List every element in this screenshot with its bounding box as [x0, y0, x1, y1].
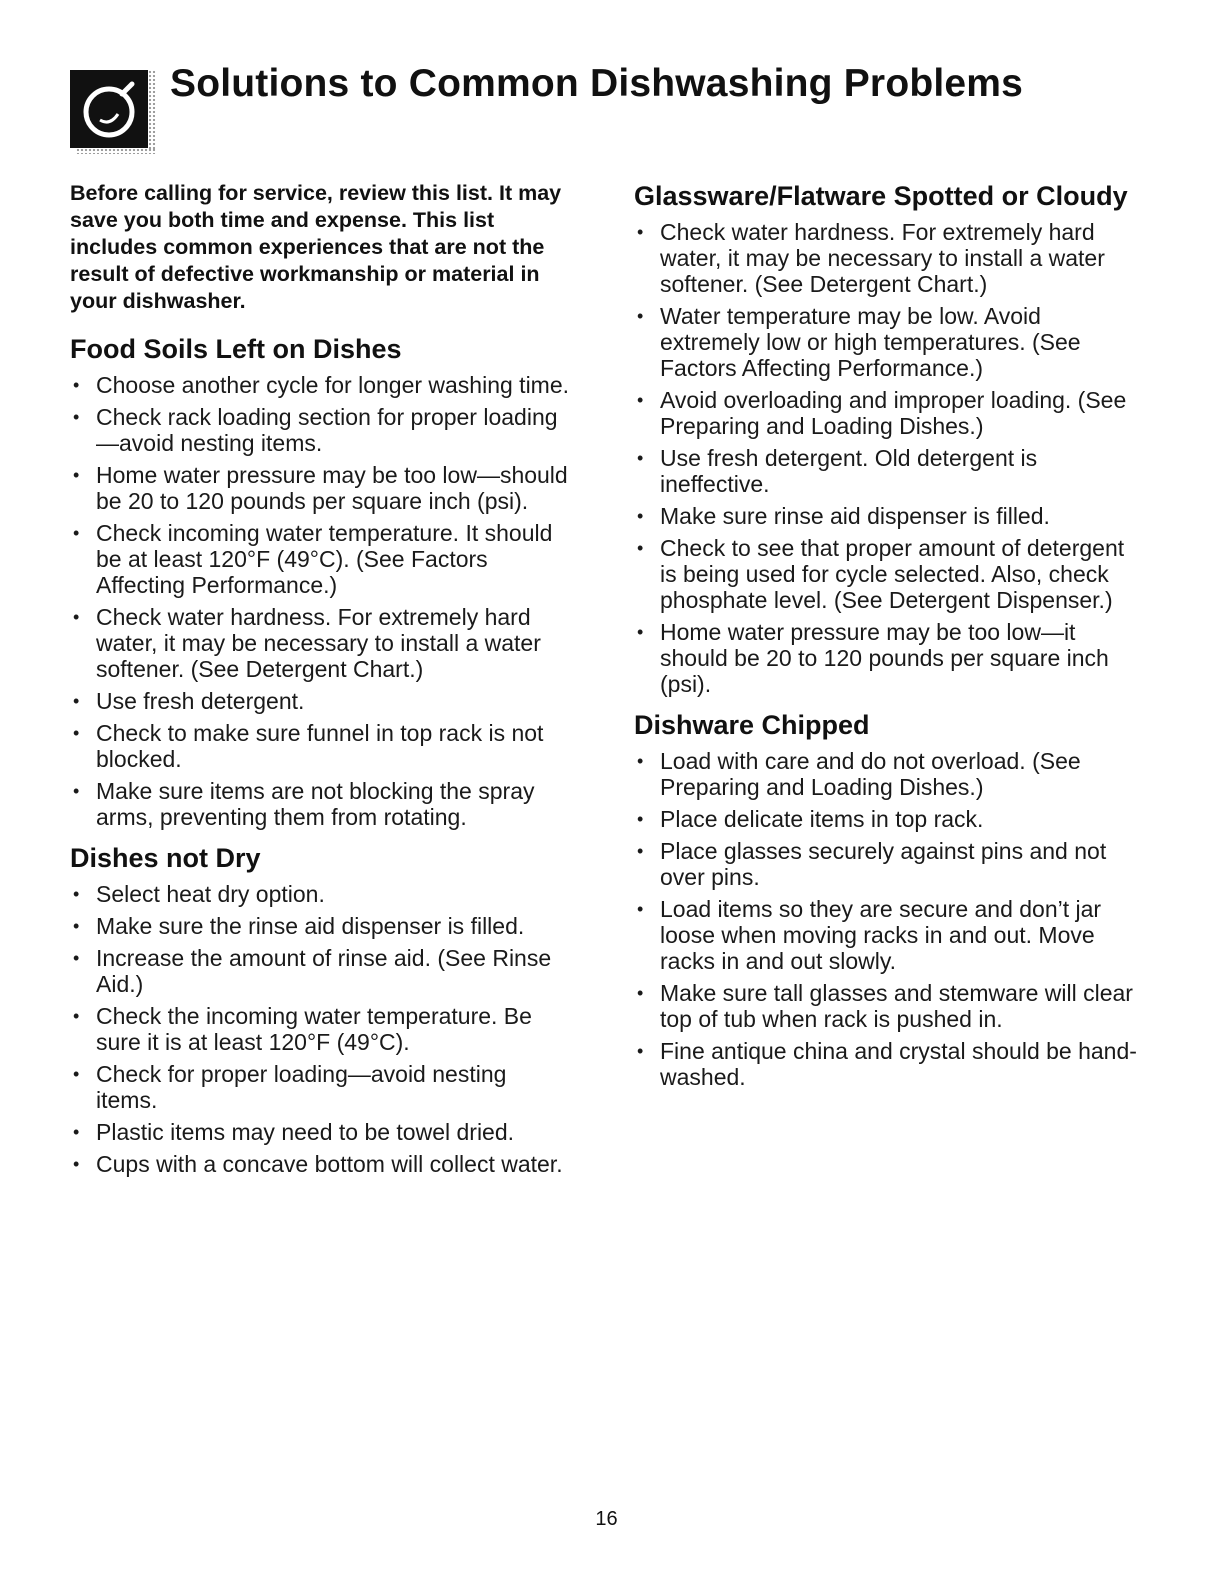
list-item-text: Check water hardness. For extremely hard water, it may be necessary to install a water softener. (See Detergent Chart.) [96, 604, 541, 682]
list-item [70, 720, 570, 772]
list-item [634, 503, 1144, 529]
list-item-text: Check incoming water temperature. It should be at least 120°F (49°C). (See Factors Affecting Performance.) [96, 520, 553, 598]
list-item-text: Choose another cycle for longer washing time. [96, 372, 570, 398]
list-item-text: Check to see that proper amount of detergent is being used for cycle selected. Also, check phosphate level. (See Detergent Dispenser.) [660, 535, 1125, 613]
list-item [70, 1119, 570, 1145]
bullet-list [70, 372, 570, 830]
bullet-icon: • [73, 948, 80, 968]
list-item-text: Water temperature may be low. Avoid extremely low or high temperatures. (See Factors Affecting Performance.) [660, 303, 1081, 381]
list-item-text: Home water pressure may be too low—should be 20 to 120 pounds per square inch (psi). [96, 462, 568, 514]
section-food-soils [70, 333, 570, 830]
list-item [634, 896, 1144, 974]
list-item-text: Check water hardness. For extremely hard water, it may be necessary to install a water softener. (See Detergent Chart.) [660, 219, 1105, 297]
list-item-text: Check the incoming water temperature. Be sure it is at least 120°F (49°C). [96, 1003, 532, 1055]
list-item-text: Home water pressure may be too low—it should be 20 to 120 pounds per square inch (psi). [660, 619, 1109, 697]
page-header [70, 60, 1150, 150]
bullet-icon: • [73, 1064, 80, 1084]
right-column [634, 180, 1144, 1102]
bullet-icon: • [637, 1041, 644, 1061]
list-item [634, 535, 1144, 613]
bullet-icon: • [637, 306, 644, 326]
bullet-icon: • [637, 390, 644, 410]
section-heading: Dishware Chipped [634, 710, 870, 740]
bullet-icon: • [637, 222, 644, 242]
list-item-text: Load items so they are secure and don’t jar loose when moving racks in and out. Move racks in and out slowly. [660, 896, 1102, 974]
list-item [70, 462, 570, 514]
list-item [634, 980, 1144, 1032]
bullet-icon: • [73, 523, 80, 543]
bullet-icon: • [73, 1154, 80, 1174]
bullet-icon: • [73, 723, 80, 743]
bullet-list [70, 881, 570, 1177]
list-item [634, 387, 1144, 439]
list-item-text: Place delicate items in top rack. [660, 806, 984, 832]
bullet-list [634, 219, 1144, 697]
bullet-icon: • [73, 607, 80, 627]
list-item-text: Make sure tall glasses and stemware will clear top of tub when rack is pushed in. [660, 980, 1133, 1032]
page-title: Solutions to Common Dishwashing Problems [170, 62, 1024, 105]
list-item [634, 748, 1144, 800]
list-item-text: Increase the amount of rinse aid. (See Rinse Aid.) [96, 945, 552, 997]
list-item-text: Load with care and do not overload. (See Preparing and Loading Dishes.) [660, 748, 1081, 800]
bullet-icon: • [73, 375, 80, 395]
list-item [70, 778, 570, 830]
list-item [634, 303, 1144, 381]
list-item-text: Avoid overloading and improper loading. (See Preparing and Loading Dishes.) [660, 387, 1127, 439]
section-heading: Glassware/Flatware Spotted or Cloudy [634, 181, 1128, 211]
bullet-icon: • [73, 1122, 80, 1142]
list-item-text: Place glasses securely against pins and not over pins. [660, 838, 1107, 890]
list-item-text: Cups with a concave bottom will collect water. [96, 1151, 563, 1177]
list-item [634, 445, 1144, 497]
list-item [634, 838, 1144, 890]
list-item [634, 619, 1144, 697]
list-item [70, 604, 570, 682]
bullet-list [634, 748, 1144, 1090]
list-item-text: Check for proper loading—avoid nesting items. [96, 1061, 507, 1113]
list-item-text: Make sure items are not blocking the spray arms, preventing them from rotating. [96, 778, 535, 830]
bullet-icon: • [73, 916, 80, 936]
list-item-text: Fine antique china and crystal should be hand-washed. [660, 1038, 1137, 1090]
logo-shadow [148, 70, 156, 150]
section-heading: Dishes not Dry [70, 843, 261, 873]
bullet-icon: • [637, 448, 644, 468]
section-not-dry [70, 842, 570, 1177]
list-item-text: Plastic items may need to be towel dried. [96, 1119, 515, 1145]
bullet-icon: • [73, 407, 80, 427]
bullet-icon: • [73, 465, 80, 485]
dishwasher-cycle-icon [70, 70, 148, 148]
list-item [70, 1003, 570, 1055]
bullet-icon: • [637, 899, 644, 919]
list-item-text: Make sure the rinse aid dispenser is filled. [96, 913, 525, 939]
intro-text: Before calling for service, review this list. It may save you both time and expense. This list includes common experiences that are not the result of defective workmanship or material in your dishwasher. [70, 181, 562, 313]
bullet-icon: • [637, 751, 644, 771]
bullet-icon: • [637, 841, 644, 861]
list-item [70, 913, 570, 939]
list-item-text: Check rack loading section for proper loading—avoid nesting items. [96, 404, 558, 456]
list-item [634, 219, 1144, 297]
section-heading: Food Soils Left on Dishes [70, 334, 402, 364]
list-item [70, 520, 570, 598]
list-item-text: Check to make sure funnel in top rack is not blocked. [96, 720, 544, 772]
list-item [70, 945, 570, 997]
bullet-icon: • [637, 809, 644, 829]
list-item [70, 688, 570, 714]
left-column [70, 180, 570, 1189]
list-item [70, 1061, 570, 1113]
list-item [634, 806, 1144, 832]
list-item-text: Use fresh detergent. [96, 688, 305, 714]
bullet-icon: • [637, 538, 644, 558]
bullet-icon: • [637, 506, 644, 526]
list-item-text: Make sure rinse aid dispenser is filled. [660, 503, 1050, 529]
page-number: 16 [595, 1508, 618, 1530]
section-chipped [634, 709, 1144, 1090]
bullet-icon: • [73, 884, 80, 904]
section-spotted [634, 180, 1144, 697]
list-item [70, 372, 570, 398]
list-item [70, 881, 570, 907]
bullet-icon: • [73, 1006, 80, 1026]
bullet-icon: • [637, 983, 644, 1003]
list-item [70, 404, 570, 456]
list-item-text: Select heat dry option. [96, 881, 325, 907]
list-item [70, 1151, 570, 1177]
bullet-icon: • [73, 781, 80, 801]
list-item [634, 1038, 1144, 1090]
list-item-text: Use fresh detergent. Old detergent is ineffective. [660, 445, 1038, 497]
bullet-icon: • [73, 691, 80, 711]
bullet-icon: • [637, 622, 644, 642]
logo-shadow-bottom [76, 148, 156, 154]
